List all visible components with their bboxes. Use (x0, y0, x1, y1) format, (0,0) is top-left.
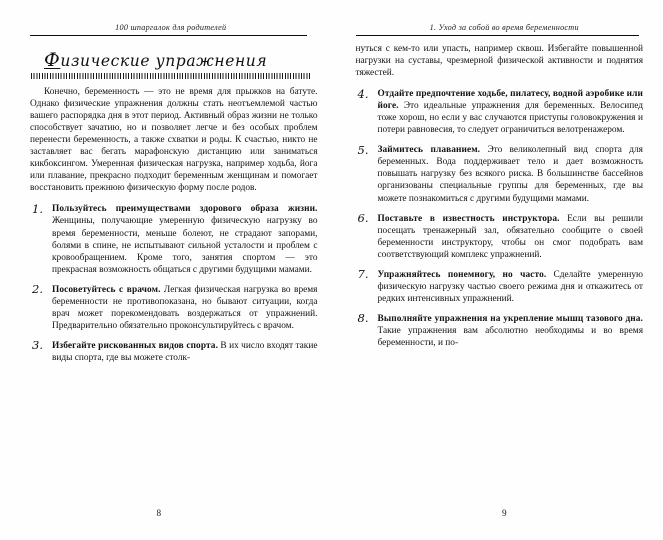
list-item (356, 144, 644, 204)
list-marker: 6. (357, 211, 369, 226)
list-item-body (378, 213, 644, 261)
list-item-lead: Посоветуйтесь с врачом. (52, 284, 161, 295)
list-item-body (52, 340, 318, 364)
list-marker: 2. (32, 282, 43, 297)
page-number-left: 8 (156, 508, 162, 518)
list-item-body (52, 284, 318, 332)
list-item (30, 284, 318, 332)
list-item-rest: Если вы решили посещать тренажерный зал, обязательно сообщите о своей беременности инструктору, чтобы он смог подобрать вам соответствующий комплекс упражнений. (377, 213, 643, 260)
list-item-rest: Сделайте умеренную физическую нагрузку частью своего режима дня и откажитесь от редких интенсивных упражнений. (377, 269, 643, 304)
list-item-lead: Займитесь плаванием. (377, 145, 481, 156)
list-item-body (378, 313, 644, 349)
list-item-lead: Пользуйтесь преимуществами здорового образа жизни. (52, 204, 318, 215)
right-text-column (356, 43, 644, 349)
page-number-right: 9 (501, 508, 507, 518)
list-item-rest: Женщины, получающие умеренную физическую нагрузку во время беременности, меньше болеют, не страдают запорами, болями в спине, не испытывают сильной усталости и проблем с кровообращением. Кроме того, занятия спортом — это прекрасная возможность общаться с другими будущими мамами. (52, 216, 318, 275)
list-item-body (378, 269, 644, 305)
list-marker: 5. (357, 142, 369, 157)
right-page (332, 0, 663, 540)
list-item-body (378, 144, 644, 204)
list-marker: 8. (357, 311, 369, 326)
list-item (356, 313, 644, 349)
right-numbered-list (356, 88, 644, 349)
header-rule-right (356, 35, 639, 36)
list-item-rest: Такие упражнения вам абсолютно необходимы и во время беременности, и по- (377, 325, 643, 348)
list-marker: 7. (357, 267, 369, 282)
list-item (30, 203, 318, 275)
list-item (356, 269, 644, 305)
list-marker: 4. (357, 86, 369, 101)
list-item-rest: Это идеальные упражнения для беременных. Велосипед тоже хорош, но если у вас случаются приступы головокружения и потери равновесия, то следует ограничиться велотренажером. (377, 101, 643, 136)
list-item-body (378, 88, 644, 136)
running-head-right: 1. Уход за собой во время беременности (429, 23, 579, 32)
list-item (356, 88, 644, 136)
section-title-rest: изические упражнения (60, 52, 268, 70)
list-item-lead: Выполняйте упражнения на укрепление мышц тазового дна. (377, 313, 643, 324)
list-item-lead: Поставьте в известность инструктора. (377, 213, 560, 224)
list-item (30, 340, 318, 364)
list-item-rest: В их число входят такие виды спорта, где вы можете столк- (52, 340, 318, 363)
decorative-hatch-rule (31, 73, 310, 79)
list-item-lead: Избегайте рискованных видов спорта. (52, 340, 219, 351)
header-rule-left (30, 35, 307, 36)
intro-paragraph: Конечно, беременность — это не время для прыжков на батуте. Однако физические упражнения должны стать неотъемлемой частью вашего распорядка дня в этот период. Активный образ жизни не только способствует зачатию, но и позволяет легче и без особых проблем перенести беременность, а также схватки и роды. К счастью, никто не заставляет вас бегать марафонскую дистанцию или заниматься кикбоксингом. Умеренная физическая нагрузка, например ходьба, йога или плавание, прекрасно подходит беременным женщинам и помогает восстановить прежнюю физическую форму после родов. (30, 87, 318, 194)
left-text-column (30, 86, 318, 364)
section-title-dropcap: Ф (44, 49, 61, 71)
list-marker: 1. (32, 201, 43, 216)
list-marker: 3. (32, 338, 43, 353)
continued-paragraph: нуться с кем-то или упасть, например сквош. Избегайте повышенной нагрузки на суставы, чрезмерной физической активности и поднятия тяжестей. (355, 44, 643, 79)
list-item-lead: Упражняйтесь понемногу, но часто. (377, 269, 547, 280)
section-title (44, 49, 318, 71)
list-item (356, 213, 644, 261)
list-item-rest: Легкая физическая нагрузка во время беременности не противопоказана, но бывают ситуации, когда врач может порекомендовать воздержаться от упражнений. Предварительно обязательно проконсультируйтесь с врачом. (52, 284, 318, 331)
running-head-left: 100 шпаргалок для родителей (115, 23, 227, 32)
list-item-rest: Это великолепный вид спорта для беременных. Вода поддерживает тело и дает возможность повышать нагрузку без всякого риска. В большинстве бассейнов организованы специальные группы для беременных, где вы можете познакомиться с другими будущими мамами. (377, 145, 643, 204)
list-item-lead: Отдайте предпочтение ходьбе, пилатесу, водной аэробике или йоге. (377, 89, 643, 112)
list-item-body (52, 203, 318, 275)
left-numbered-list (30, 203, 318, 364)
